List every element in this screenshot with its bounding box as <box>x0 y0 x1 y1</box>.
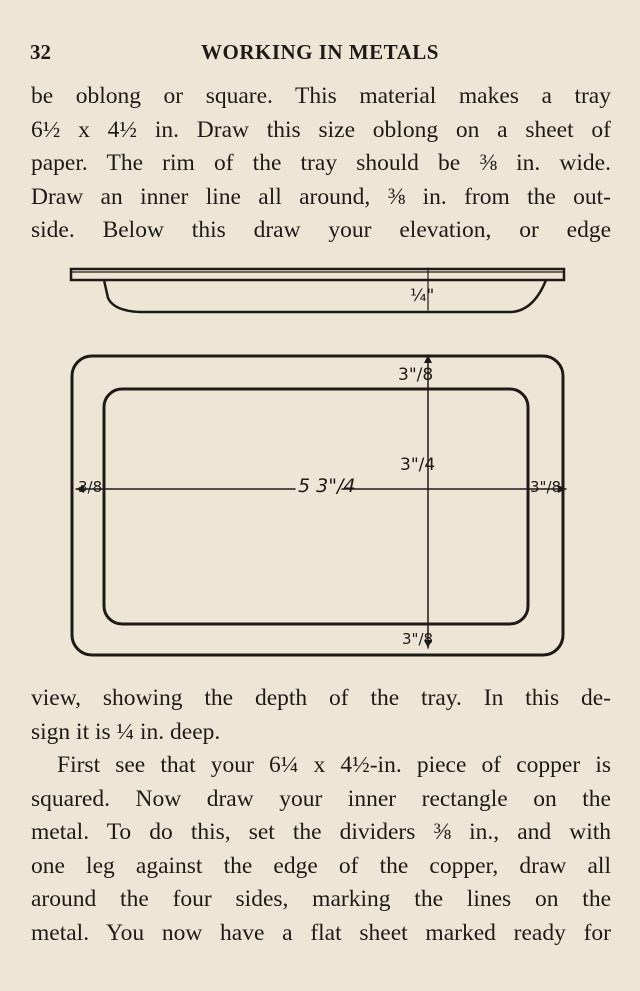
elevation-view <box>71 268 564 312</box>
text-line: be oblong or square. This material makes a tray <box>31 83 611 109</box>
bottom-rim-label: 3"/8 <box>402 630 434 648</box>
depth-label: ¼" <box>410 286 435 306</box>
text-line: First see that your 6¼ x 4½-in. piece of copper is <box>57 752 611 778</box>
plan-view <box>72 355 566 655</box>
text-line: metal. To do this, set the dividers ⅜ in., and with <box>31 819 611 845</box>
tray-body-profile <box>104 280 546 312</box>
inner-rectangle <box>104 389 528 624</box>
page-number: 32 <box>30 40 51 64</box>
paragraph-bottom-1 <box>31 682 611 749</box>
text-line: side. Below this draw your elevation, or edge <box>31 217 611 243</box>
running-title: WORKING IN METALS <box>201 40 439 64</box>
text-line: squared. Now draw your inner rectangle on the <box>31 785 611 812</box>
text-line: Draw an inner line all around, ⅜ in. from the out- <box>31 183 611 210</box>
horizontal-length-label: 5 3"/4 <box>298 475 356 497</box>
text-line: one leg against the edge of the copper, draw all <box>31 852 611 879</box>
text-line: around the four sides, marking the lines on the <box>31 886 611 912</box>
top-rim-label: 3"/8 <box>398 365 434 385</box>
vertical-inner-label: 3"/4 <box>400 455 436 475</box>
right-rim-label: 3"/8 <box>530 478 562 496</box>
left-rim-label: 3/8 <box>78 478 103 496</box>
outer-rectangle <box>72 356 563 655</box>
text-line: metal. You now have a flat sheet marked ready for <box>31 919 611 946</box>
tray-rim-edge <box>71 269 564 280</box>
text-line: paper. The rim of the tray should be ⅜ in. wide. <box>31 150 611 176</box>
text-line: view, showing the depth of the tray. In this de- <box>31 685 611 711</box>
text-line: sign it is ¼ in. deep. <box>31 718 221 745</box>
text-line: 6½ x 4½ in. Draw this size oblong on a sheet of <box>31 116 611 143</box>
paragraph-bottom-2 <box>31 749 611 950</box>
